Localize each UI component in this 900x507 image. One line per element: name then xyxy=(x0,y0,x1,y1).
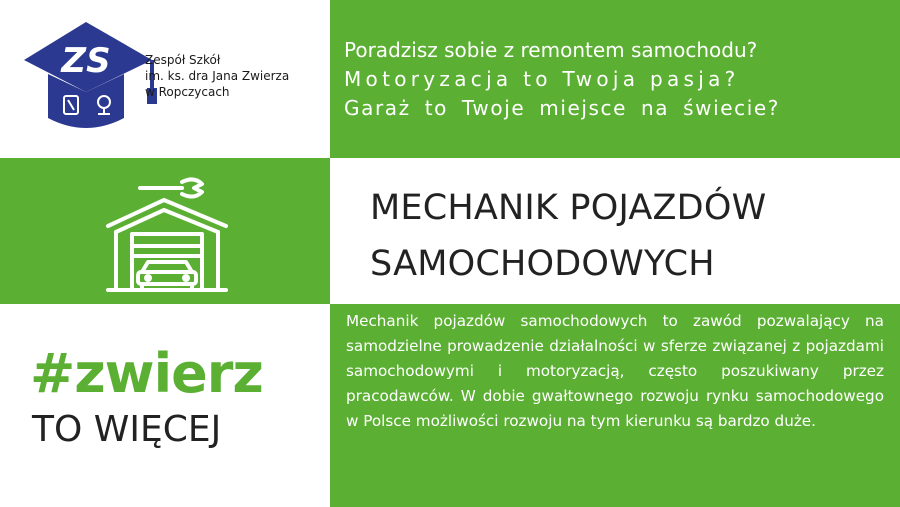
question-line: Motoryzacja to Twoja pasja? xyxy=(344,67,740,91)
hashtag-panel xyxy=(0,304,330,507)
school-name-line: w Ropczycach xyxy=(145,85,230,99)
questions-list xyxy=(344,36,886,123)
title-line: SAMOCHODOWYCH xyxy=(370,244,715,284)
hashtag-text: #zwierz xyxy=(30,342,263,405)
page-title xyxy=(370,180,766,292)
question-line: Garaż to Twoje miejsce na świecie? xyxy=(344,96,781,120)
school-name xyxy=(145,52,289,100)
school-logo-panel xyxy=(0,0,330,158)
questions-panel xyxy=(330,0,900,158)
school-name-line: Zespół Szkół xyxy=(145,53,221,67)
graduation-cap-logo xyxy=(20,18,165,138)
title-line: MECHANIK POJAZDÓW xyxy=(370,188,767,228)
title-panel xyxy=(330,158,900,304)
description-text: Mechanik pojazdów samochodowych to zawód pozwalający na samodzielne prowadzenie działalności w sferze związanej z pojazdami samochodowymi i motoryzacją, często poszukiwany przez pracodawców. W dobie gwałtownego rozwoju rynku samochodowego w Polsce możliwości rozwoju na tym kierunku są bardzo duże. xyxy=(346,312,884,430)
garage-car-wrench-icon xyxy=(102,168,232,298)
garage-icon-panel xyxy=(0,158,330,304)
question-line: Poradzisz sobie z remontem samochodu? xyxy=(344,38,758,62)
school-name-line: im. ks. dra Jana Zwierza xyxy=(145,69,290,83)
logo-letters: ZS xyxy=(61,41,111,81)
hashtag-subtitle: TO WIĘCEJ xyxy=(32,409,222,450)
description-panel xyxy=(330,304,900,507)
